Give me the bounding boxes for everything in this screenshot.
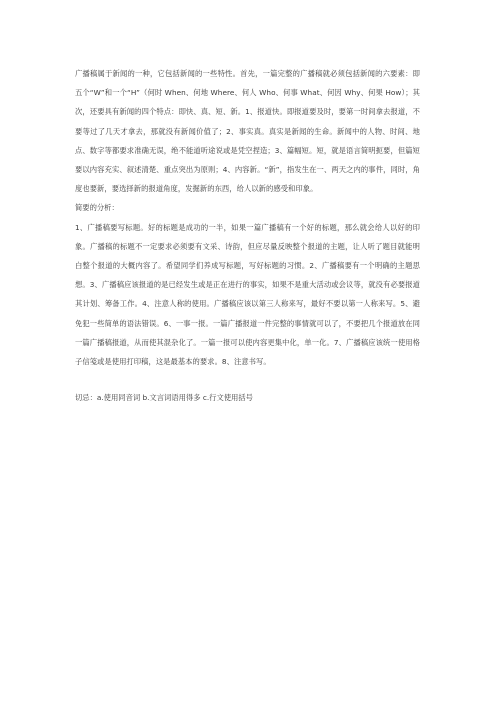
paragraph-spacer [75, 371, 420, 388]
caution-note: 切忌：a.使用同音词 b.文言词语用得多 c.行文使用括号 [75, 393, 253, 403]
intro-paragraph: 广播稿属于新闻的一种，它包括新闻的一些特性。首先，一篇完整的广播稿就必须包括新闻的六要素：即五个“W”和一个“H”（何时 When、何地 Where、何人 Who、何事 What、何因 Why、何果 How）；其次，还要具有新闻的四个特点：即快、真、短、新。1、报道快。即报道要及时，要第一时间拿去报道，不要等过了几天才拿去，那就没有新闻价值了；2、事实真。真实是新闻的生命。新闻中的人物、时间、地点、数字等都要求准确无误，绝不能道听途说或是凭空捏造；3、篇幅短。短，就是语言简明扼要，但篇短要以内容充实、叙述清楚、重点突出为原则；4、内容新。“新”，指发生在一、两天之内的事件，同时，角度也要新，要选择新的报道角度，发掘新的东西，给人以新的感受和印象。 [75, 69, 420, 194]
analysis-heading: 简要的分析： [75, 203, 119, 213]
analysis-paragraph: 1、广播稿要写标题。好的标题是成功的一半，如果一篇广播稿有一个好的标题，那么就会给人以好的印象。广播稿的标题不一定要求必须要有文采、诗韵，但应尽量反映整个报道的主题，让人听了题目就能明白整个报道的大概内容了。希望同学们养成写标题，写好标题的习惯。2、广播稿要有一个明确的主题思想。3、广播稿应该报道的是已经发生或是正在进行的事实，如果不是重大活动或会议等，就没有必要报道其计划、筹备工作。4、注意人称的使用。广播稿应该以第三人称来写，最好不要以第一人称来写。5、避免犯一些简单的语法错误。6、一事一报。一篇广播报道一件完整的事情就可以了，不要把几个报道放在同一篇广播稿报道，从而使其混杂化了。一篇一报可以使内容更集中化，单一化。7、广播稿应该统一使用格子信笺或是使用打印稿，这是最基本的要求。8、注意书写。 [75, 222, 420, 367]
document-body [75, 64, 420, 407]
